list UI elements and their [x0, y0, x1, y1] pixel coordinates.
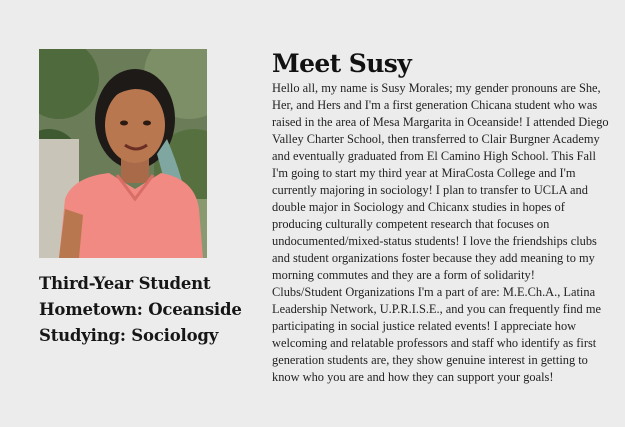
bio-line: morning commutes and they are a form of solidarity!: [272, 268, 535, 282]
bio-line: Leadership Network, U.P.R.I.S.E., and you can frequently find me: [272, 302, 601, 316]
bio-line: welcoming and relatable professors and staff who identify as first: [272, 336, 597, 350]
bio-line: generation students are, they show genuine interest in getting to: [272, 353, 588, 367]
profile-photo: [39, 49, 207, 258]
page-title: Meet Susy: [272, 49, 412, 78]
bio-line: know who you are and how they can support your goals!: [272, 370, 554, 384]
bio-line: and eventually graduated from El Camino High School. This Fall: [272, 149, 596, 163]
fact-major: Studying: Sociology: [39, 326, 219, 345]
bio-text: [272, 80, 622, 386]
bio-line: raised in the area of Mesa Margarita in Oceanside! I attended Diego: [272, 115, 609, 129]
bio-line: currently majoring in sociology! I plan to transfer to UCLA and: [272, 183, 588, 197]
bio-line: participating in social justice related events! I appreciate how: [272, 319, 577, 333]
fact-hometown: Hometown: Oceanside: [39, 300, 242, 319]
fact-year: Third-Year Student: [39, 274, 211, 293]
bio-line: Valley Charter School, then transferred to Clair Burgner Academy: [272, 132, 600, 146]
bio-line: Hello all, my name is Susy Morales; my gender pronouns are She,: [272, 81, 601, 95]
bio-line: I'm going to start my third year at MiraCosta College and I'm: [272, 166, 576, 180]
bio-line: undocumented/mixed-status students! I love the friendships clubs: [272, 234, 597, 248]
bio-line: double major in Sociology and Chicanx studies in hopes of: [272, 200, 565, 214]
student-facts: [39, 271, 254, 349]
bio-line: Clubs/Student Organizations I'm a part of are: M.E.Ch.A., Latina: [272, 285, 596, 299]
profile-photo-illustration: [39, 49, 207, 258]
bio-line: producing culturally competent research that focuses on: [272, 217, 550, 231]
bio-line: Her, and Hers and I'm a first generation Chicana student who was: [272, 98, 598, 112]
bio-line: and student organizations foster because they add meaning to my: [272, 251, 595, 265]
